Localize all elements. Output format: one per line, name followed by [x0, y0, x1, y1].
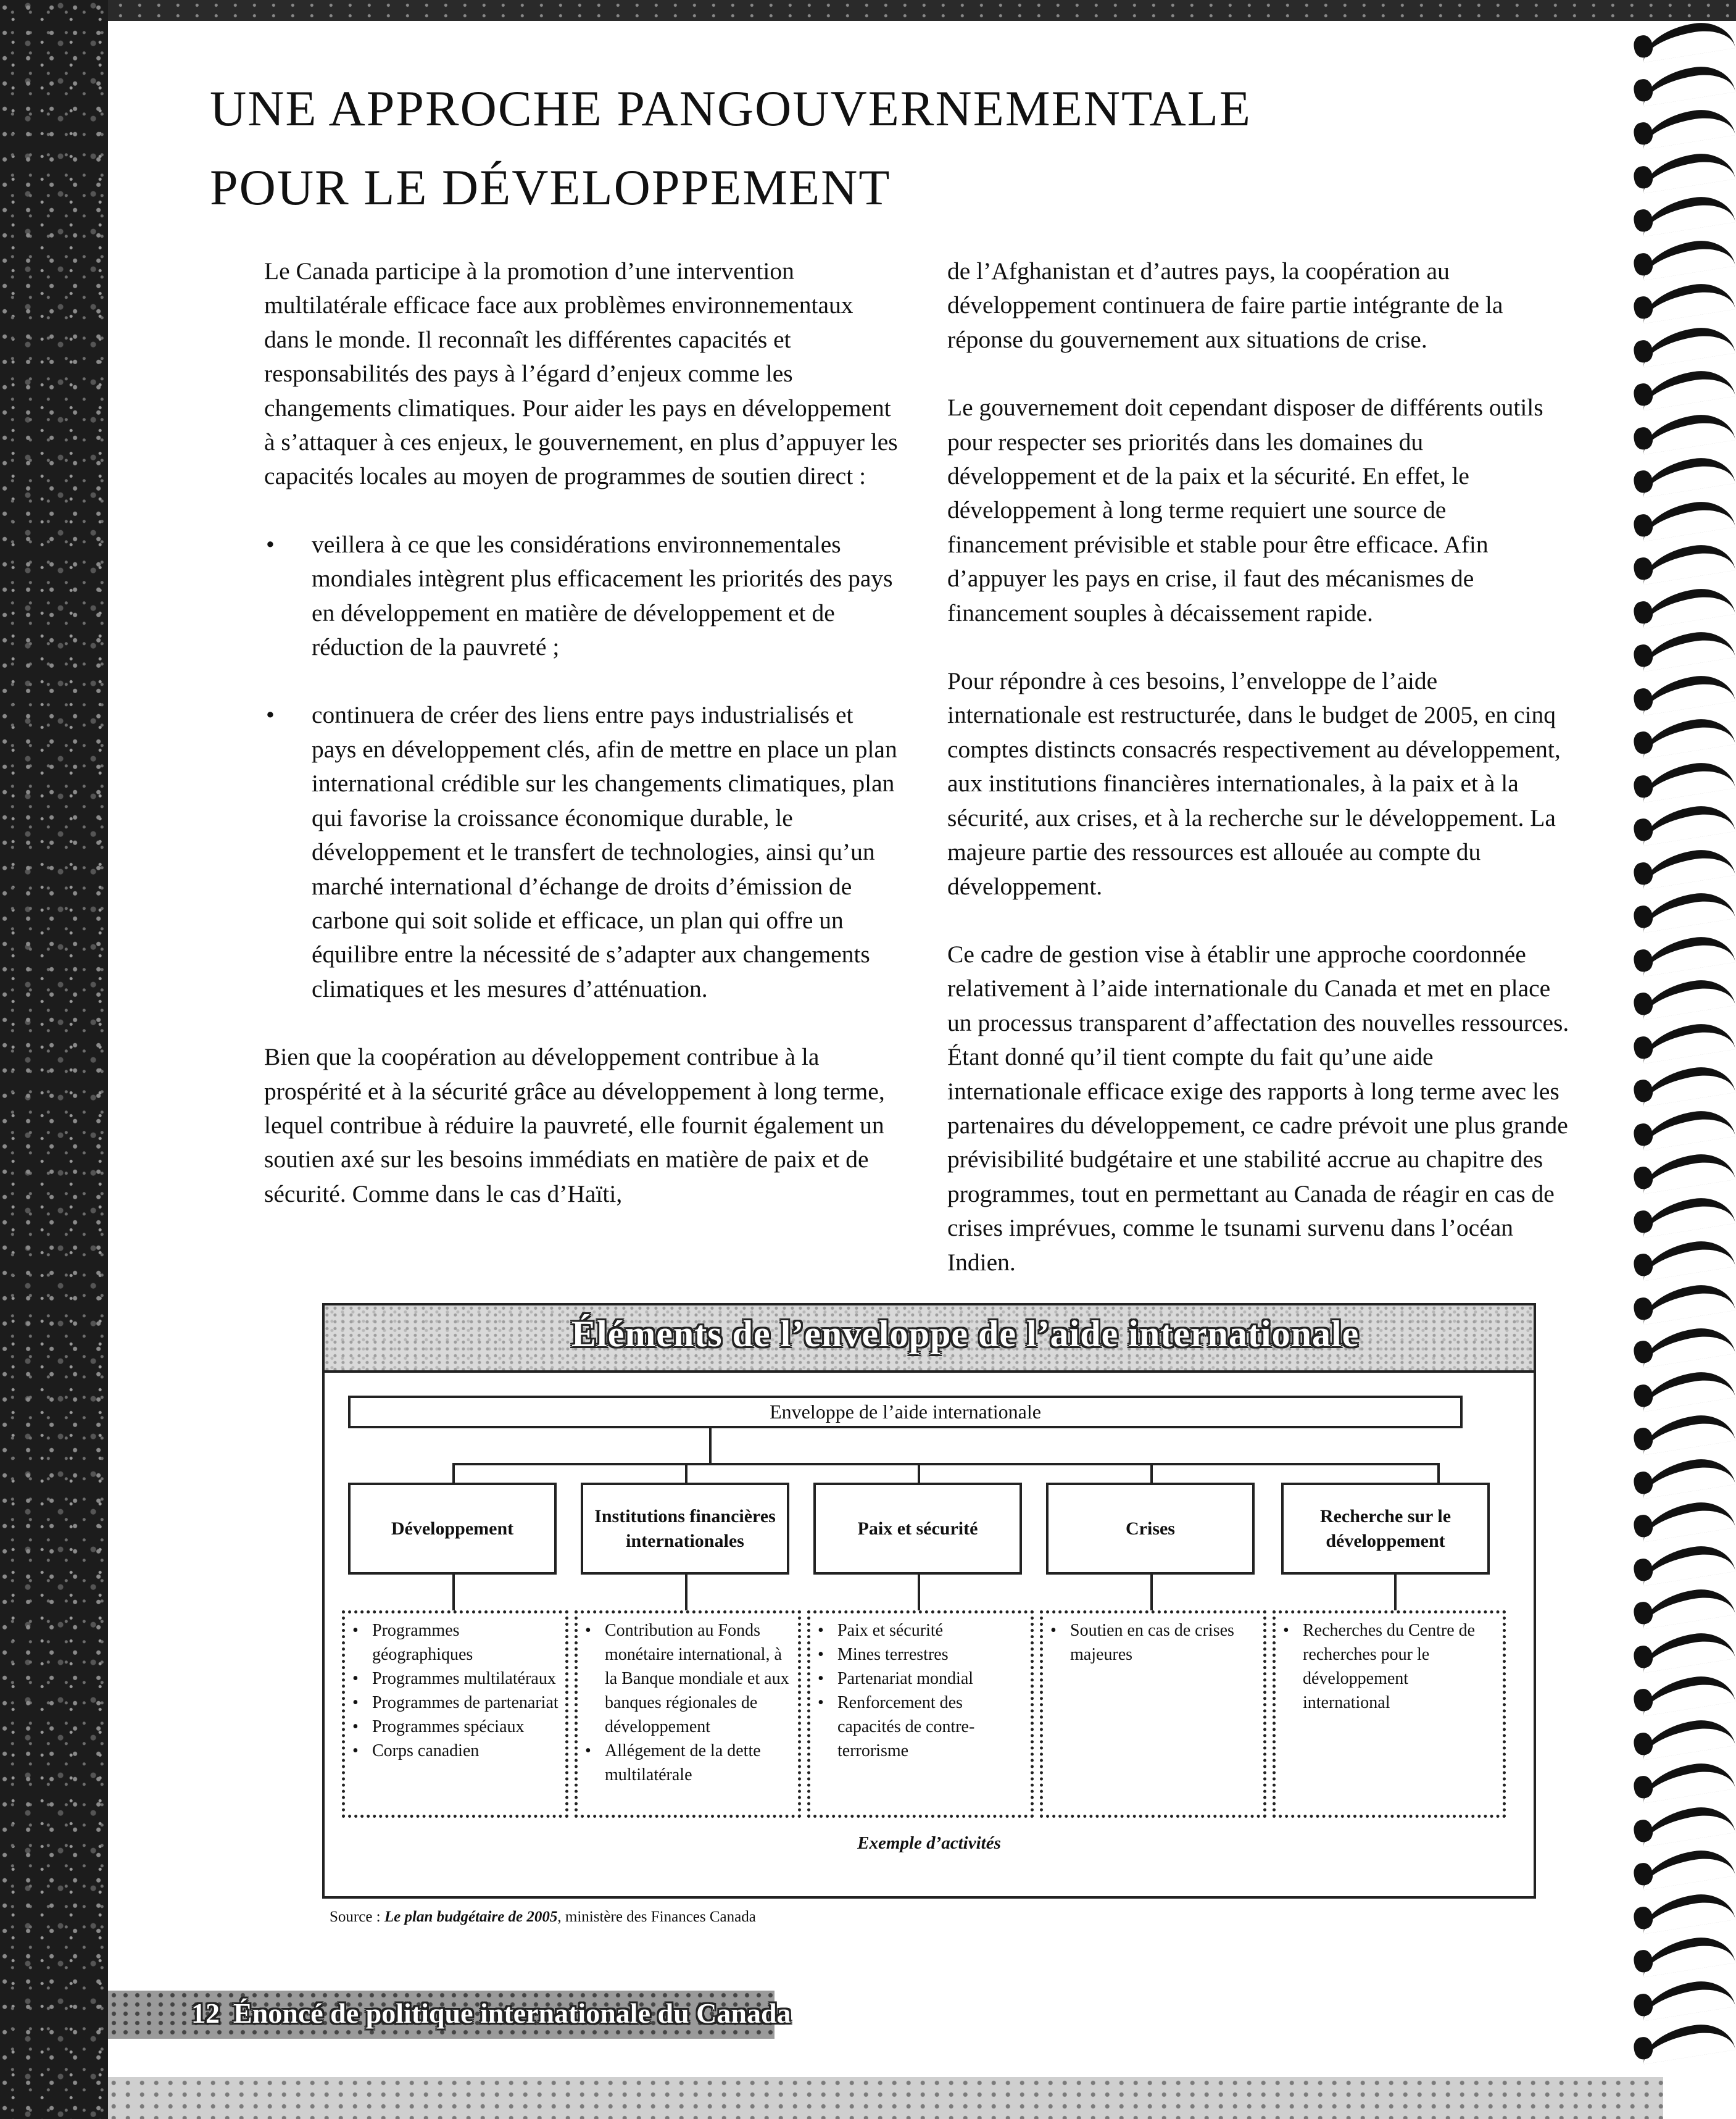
connector-line — [918, 1575, 920, 1610]
activity-text: Partenariat mondial — [837, 1669, 974, 1688]
activity-text: Programmes spéciaux — [372, 1717, 525, 1736]
spiral-coil — [1639, 1759, 1735, 1804]
left-closing-paragraph: Bien que la coopération au développement contribue à la prospérité et à la sécurité grâce au développement à long terme, lequel contribue à réduire la pauvreté, elle fournit également un soutien axé sur les besoins immédiats en matière de paix et de sécurité. Comme dans le cas d’Haïti, — [264, 1043, 885, 1207]
connector-line — [709, 1428, 712, 1464]
spiral-coil — [1639, 1018, 1735, 1064]
page-title-line-2: POUR LE DÉVELOPPEMENT — [210, 159, 891, 215]
spiral-coil — [1639, 1497, 1735, 1542]
spiral-coil — [1639, 192, 1735, 237]
connector-line — [452, 1463, 455, 1483]
activity-item — [816, 1618, 1024, 1642]
left-bullet-item-1 — [264, 528, 903, 665]
scan-top-border — [0, 0, 1736, 21]
activities-box-financial-institutions — [575, 1610, 801, 1818]
spiral-coil — [1639, 366, 1735, 411]
activity-text: Programmes de partenariat — [372, 1693, 559, 1712]
spiral-coil — [1639, 1889, 1735, 1934]
spiral-coil — [1639, 1715, 1735, 1760]
source-suffix: , ministère des Finances Canada — [557, 1909, 756, 1925]
bullet-icon: • — [266, 530, 275, 558]
spiral-coil — [1639, 279, 1735, 324]
spiral-coil — [1639, 1280, 1735, 1325]
spiral-coil — [1639, 1236, 1735, 1281]
spiral-coil — [1639, 2020, 1735, 2065]
activity-item — [351, 1618, 559, 1667]
activity-text: Recherches du Centre de recherches pour le développement international — [1303, 1621, 1476, 1712]
source-note — [330, 1909, 756, 1926]
left-bullet-list — [264, 528, 903, 1006]
spiral-coil — [1639, 1933, 1735, 1978]
spiral-coil — [1639, 1802, 1735, 1847]
activity-text: Programmes géographiques — [372, 1621, 473, 1664]
connector-line — [452, 1575, 455, 1610]
right-paragraph-3: Pour répondre à ces besoins, l’enveloppe de l’aide internationale est restructurée, dans le budget de 2005, en cinq comptes distincts consacrés respectivement au développement, aux institutions financières internationales, à la paix et à la sécurité, aux crises, et à la recherche sur le développement. La majeure partie des ressources est allouée au compte du développement. — [947, 667, 1561, 900]
spiral-coil — [1639, 1149, 1735, 1194]
bullet-icon: • — [352, 1621, 359, 1640]
left-bullet-item-2 — [264, 698, 903, 1006]
spiral-coil — [1639, 148, 1735, 193]
spiral-coil — [1639, 105, 1735, 150]
diagram-title: Éléments de l’enveloppe de l’aide internationale — [571, 1313, 1360, 1354]
activity-item — [816, 1691, 1024, 1763]
spiral-coil — [1639, 1323, 1735, 1368]
spiral-coil — [1639, 1105, 1735, 1151]
spiral-coil — [1639, 1062, 1735, 1107]
bullet-icon: • — [818, 1621, 824, 1640]
activity-text: Soutien en cas de crises majeures — [1070, 1621, 1234, 1664]
bullet-icon: • — [1283, 1621, 1289, 1640]
spiral-coil — [1639, 670, 1735, 715]
activity-item — [351, 1691, 559, 1715]
activities-box-crises — [1040, 1610, 1266, 1818]
spiral-coil — [1639, 322, 1735, 367]
bullet-icon: • — [352, 1693, 359, 1712]
bullet-icon: • — [352, 1669, 359, 1688]
aid-envelope-diagram — [322, 1303, 1536, 1899]
left-column — [264, 254, 903, 1245]
connector-line — [685, 1575, 687, 1610]
spiral-coil — [1639, 1976, 1735, 2021]
spiral-binding — [1631, 25, 1736, 2080]
activities-list-research — [1282, 1618, 1497, 1715]
spiral-coil — [1639, 714, 1735, 759]
category-box-peace-security: Paix et sécurité — [813, 1483, 1022, 1575]
example-activities-label: Exemple d’activités — [857, 1833, 1001, 1853]
category-box-development: Développement — [348, 1483, 557, 1575]
page-title — [210, 69, 1568, 227]
spiral-coil — [1639, 757, 1735, 802]
activities-box-development — [342, 1610, 568, 1818]
spiral-coil — [1639, 18, 1735, 63]
activity-item — [351, 1715, 559, 1739]
connector-line — [452, 1463, 1440, 1465]
spiral-coil — [1639, 801, 1735, 846]
left-bullet-text-1: veillera à ce que les considérations environnementales mondiales intègrent plus efficacement les priorités des pays en développement en matière de développement et de réduction de la pauvreté ; — [312, 530, 893, 661]
bullet-icon: • — [818, 1693, 824, 1712]
page-footer — [191, 1997, 791, 2033]
bullet-icon: • — [266, 701, 275, 729]
bullet-icon: • — [585, 1621, 591, 1640]
page-number: 12 — [191, 1997, 220, 2029]
activity-text: Contribution au Fonds monétaire international, à la Banque mondiale et aux banques régionales de développement — [605, 1621, 789, 1736]
spiral-coil — [1639, 1454, 1735, 1499]
connector-line — [685, 1463, 687, 1483]
activity-item — [351, 1667, 559, 1691]
category-box-crises: Crises — [1046, 1483, 1255, 1575]
activity-item — [1049, 1618, 1257, 1667]
left-intro-paragraph: Le Canada participe à la promotion d’une intervention multilatérale efficace face aux problèmes environnementaux dans le monde. Il reconnaît les différentes capacités et responsabilités des pays à l’égard d’enjeux comme les changements climatiques. Pour aider les pays en développement à s’attaquer à ces enjeux, le gouvernement, en plus d’appuyer les capacités locales au moyen de programmes de soutien direct : — [264, 257, 898, 490]
bullet-icon: • — [585, 1741, 591, 1760]
diagram-top-box: Enveloppe de l’aide internationale — [348, 1396, 1463, 1428]
activity-text: Allégement de la dette multilatérale — [605, 1741, 761, 1784]
activity-item — [1282, 1618, 1497, 1715]
spiral-coil — [1639, 1367, 1735, 1412]
spiral-coil — [1639, 1628, 1735, 1673]
bullet-icon: • — [818, 1645, 824, 1664]
spiral-coil — [1639, 975, 1735, 1020]
spiral-coil — [1639, 61, 1735, 106]
right-column — [947, 254, 1571, 1313]
activities-box-peace-security — [807, 1610, 1034, 1818]
spiral-coil — [1639, 409, 1735, 454]
activity-item — [351, 1739, 559, 1763]
activity-text: Paix et sécurité — [837, 1621, 944, 1640]
footer-title: Énoncé de politique internationale du Canada — [233, 1997, 791, 2029]
right-paragraph-2: Le gouvernement doit cependant disposer de différents outils pour respecter ses priorités dans les domaines du développement et de la paix et la sécurité. En effet, le développement à long terme requiert une source de financement prévisible et stable pour être efficace. Afin d’appuyer les pays en crise, il faut des mécanismes de financement souples à décaissement rapide. — [947, 394, 1543, 627]
bullet-icon: • — [1050, 1621, 1057, 1640]
activity-text: Renforcement des capacités de contre-terrorisme — [837, 1693, 975, 1760]
activities-list-peace-security — [816, 1618, 1024, 1763]
connector-line — [1394, 1575, 1397, 1610]
spiral-coil — [1639, 1193, 1735, 1238]
spiral-coil — [1639, 1846, 1735, 1891]
spiral-coil — [1639, 496, 1735, 541]
category-box-research: Recherche sur le développement — [1281, 1483, 1490, 1575]
spiral-coil — [1639, 844, 1735, 889]
activities-list-financial-institutions — [584, 1618, 792, 1787]
scan-bottom-band — [108, 2077, 1663, 2119]
activities-list-development — [351, 1618, 559, 1763]
category-box-financial-institutions: Institutions financières internationales — [581, 1483, 789, 1575]
page-title-line-1: UNE APPROCHE PANGOUVERNEMENTALE — [210, 80, 1252, 136]
bullet-icon: • — [352, 1717, 359, 1736]
diagram-header — [325, 1305, 1534, 1373]
activity-text: Programmes multilatéraux — [372, 1669, 556, 1688]
activities-list-crises — [1049, 1618, 1257, 1667]
spiral-coil — [1639, 540, 1735, 585]
activities-box-research — [1273, 1610, 1506, 1818]
left-bullet-text-2: continuera de créer des liens entre pays industrialisés et pays en développement clés, afin de mettre en place un plan international crédible sur les changements climatiques, plan qui favorise la croissance économique durable, le développement et le transfert de technologies, ainsi qu’un marché international d’échange de droits d’émission de carbone qui soit solide et efficace, un plan qui offre un équilibre entre la nécessité de s’adapter aux changements climatiques et les mesures d’atténuation. — [312, 701, 897, 1002]
connector-line — [918, 1463, 920, 1483]
right-paragraph-4: Ce cadre de gestion vise à établir une approche coordonnée relativement à l’aide internationale du Canada et met en place un processus transparent d’affectation des nouvelles ressources. Étant donné qu’il tient compte du fait qu’une aide internationale efficace exige des rapports à long terme avec les partenaires du développement, ce cadre prévoit une plus grande prévisibilité budgétaire et une stabilité accrue au chapitre des programmes, tout en permettant au Canada de réagir en cas de crises imprévues, comme le tsunami survenu dans l’océan Indien. — [947, 940, 1569, 1276]
bullet-icon: • — [352, 1741, 359, 1760]
spiral-coil — [1639, 1584, 1735, 1630]
connector-line — [1150, 1575, 1153, 1610]
spiral-coil — [1639, 235, 1735, 280]
spiral-coil — [1639, 1541, 1735, 1586]
spiral-coil — [1639, 583, 1735, 628]
activity-item — [584, 1618, 792, 1739]
source-title: Le plan budgétaire de 2005 — [384, 1909, 558, 1925]
activity-item — [816, 1642, 1024, 1667]
connector-line — [1437, 1463, 1440, 1483]
spiral-coil — [1639, 627, 1735, 672]
source-prefix: Source : — [330, 1909, 384, 1925]
activity-text: Corps canadien — [372, 1741, 480, 1760]
activity-item — [584, 1739, 792, 1787]
spiral-coil — [1639, 931, 1735, 976]
spiral-coil — [1639, 453, 1735, 498]
spiral-coil — [1639, 1410, 1735, 1455]
activity-text: Mines terrestres — [837, 1645, 949, 1664]
scan-left-border — [0, 0, 108, 2119]
spiral-coil — [1639, 1671, 1735, 1717]
bullet-icon: • — [818, 1669, 824, 1688]
right-paragraph-1: de l’Afghanistan et d’autres pays, la coopération au développement continuera de faire partie intégrante de la réponse du gouvernement aux situations de crise. — [947, 257, 1503, 353]
connector-line — [1150, 1463, 1153, 1483]
activity-item — [816, 1667, 1024, 1691]
spiral-coil — [1639, 888, 1735, 933]
